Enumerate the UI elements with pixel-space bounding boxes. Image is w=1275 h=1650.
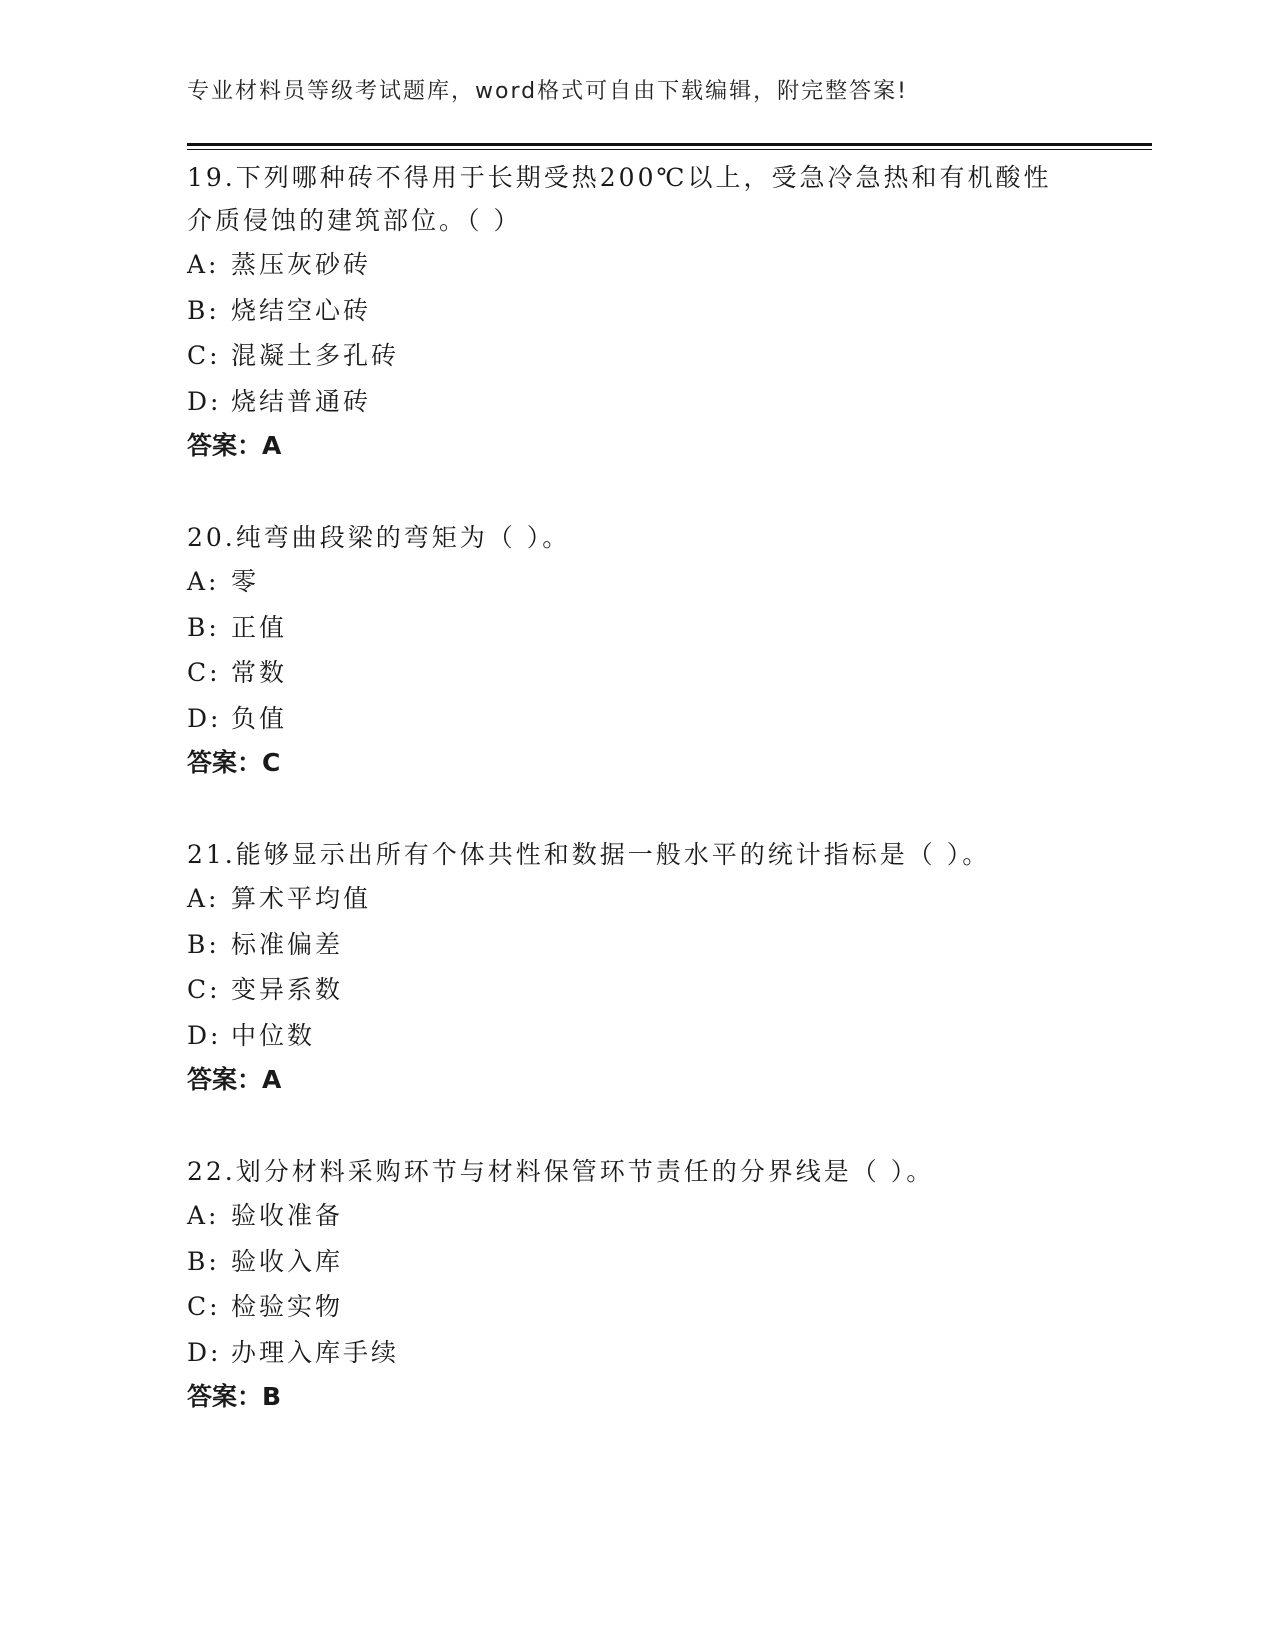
option-c (187, 333, 1107, 379)
option-d (187, 696, 1107, 742)
option-a (187, 559, 1107, 605)
option-text: 烧结普通砖 (231, 386, 372, 416)
option-text: 烧结空心砖 (231, 295, 372, 325)
option-key: D: (187, 386, 222, 416)
answer-line: 答案：C (187, 748, 281, 777)
option-d (187, 1013, 1107, 1059)
option-b (187, 922, 1107, 968)
option-text: 验收入库 (231, 1246, 344, 1276)
option-key: B: (187, 612, 220, 642)
option-key: A: (187, 884, 220, 913)
option-key: C: (187, 975, 221, 1004)
option-key: D: (187, 1337, 222, 1367)
header-rule-thin (187, 149, 1152, 150)
option-text: 算术平均值 (231, 884, 372, 913)
option-d (187, 1330, 1107, 1376)
question-20 (187, 516, 1107, 785)
page-header: 专业材料员等级考试题库，word格式可自由下载编辑，附完整答案! (187, 79, 908, 104)
option-text: 标准偏差 (231, 929, 344, 959)
option-text: 变异系数 (231, 975, 344, 1004)
option-key: B: (187, 295, 220, 325)
option-b (187, 288, 1107, 334)
option-key: C: (187, 341, 221, 370)
question-19 (187, 156, 1107, 468)
option-d (187, 379, 1107, 425)
option-c (187, 967, 1107, 1013)
option-text: 检验实物 (231, 1292, 344, 1321)
option-c (187, 1284, 1107, 1330)
option-text: 混凝土多孔砖 (231, 341, 400, 370)
option-key: C: (187, 1292, 221, 1321)
option-text: 验收准备 (231, 1201, 344, 1230)
question-21 (187, 833, 1107, 1102)
question-stem: 介质侵蚀的建筑部位。（ ） (187, 206, 522, 235)
answer-line: 答案：B (187, 1382, 282, 1411)
option-a (187, 876, 1107, 922)
option-key: D: (187, 1020, 222, 1050)
option-key: B: (187, 929, 220, 959)
option-text: 常数 (231, 658, 288, 687)
option-b (187, 605, 1107, 651)
question-stem: 21.能够显示出所有个体共性和数据一般水平的统计指标是（ ）。 (187, 840, 991, 869)
question-22 (187, 1150, 1107, 1419)
option-a (187, 242, 1107, 288)
option-text: 负值 (231, 703, 288, 733)
option-b (187, 1239, 1107, 1285)
option-key: A: (187, 567, 220, 596)
option-key: B: (187, 1246, 220, 1276)
answer-line: 答案：A (187, 431, 282, 460)
option-key: A: (187, 250, 220, 279)
option-a (187, 1193, 1107, 1239)
header-rule-thick (187, 143, 1152, 146)
option-text: 中位数 (231, 1020, 316, 1050)
question-stem: 19.下列哪种砖不得用于长期受热200℃以上，受急冷急热和有机酸性 (187, 163, 1052, 192)
question-list (187, 156, 1107, 1419)
option-c (187, 650, 1107, 696)
option-key: D: (187, 703, 222, 733)
answer-line: 答案：A (187, 1065, 282, 1094)
option-text: 零 (231, 567, 260, 596)
option-text: 正值 (231, 612, 288, 642)
question-stem: 20.纯弯曲段梁的弯矩为（ ）。 (187, 523, 571, 552)
option-text: 蒸压灰砂砖 (231, 250, 372, 279)
option-key: A: (187, 1201, 220, 1230)
option-key: C: (187, 658, 221, 687)
option-text: 办理入库手续 (231, 1337, 400, 1367)
question-stem: 22.划分材料采购环节与材料保管环节责任的分界线是（ ）。 (187, 1157, 935, 1186)
